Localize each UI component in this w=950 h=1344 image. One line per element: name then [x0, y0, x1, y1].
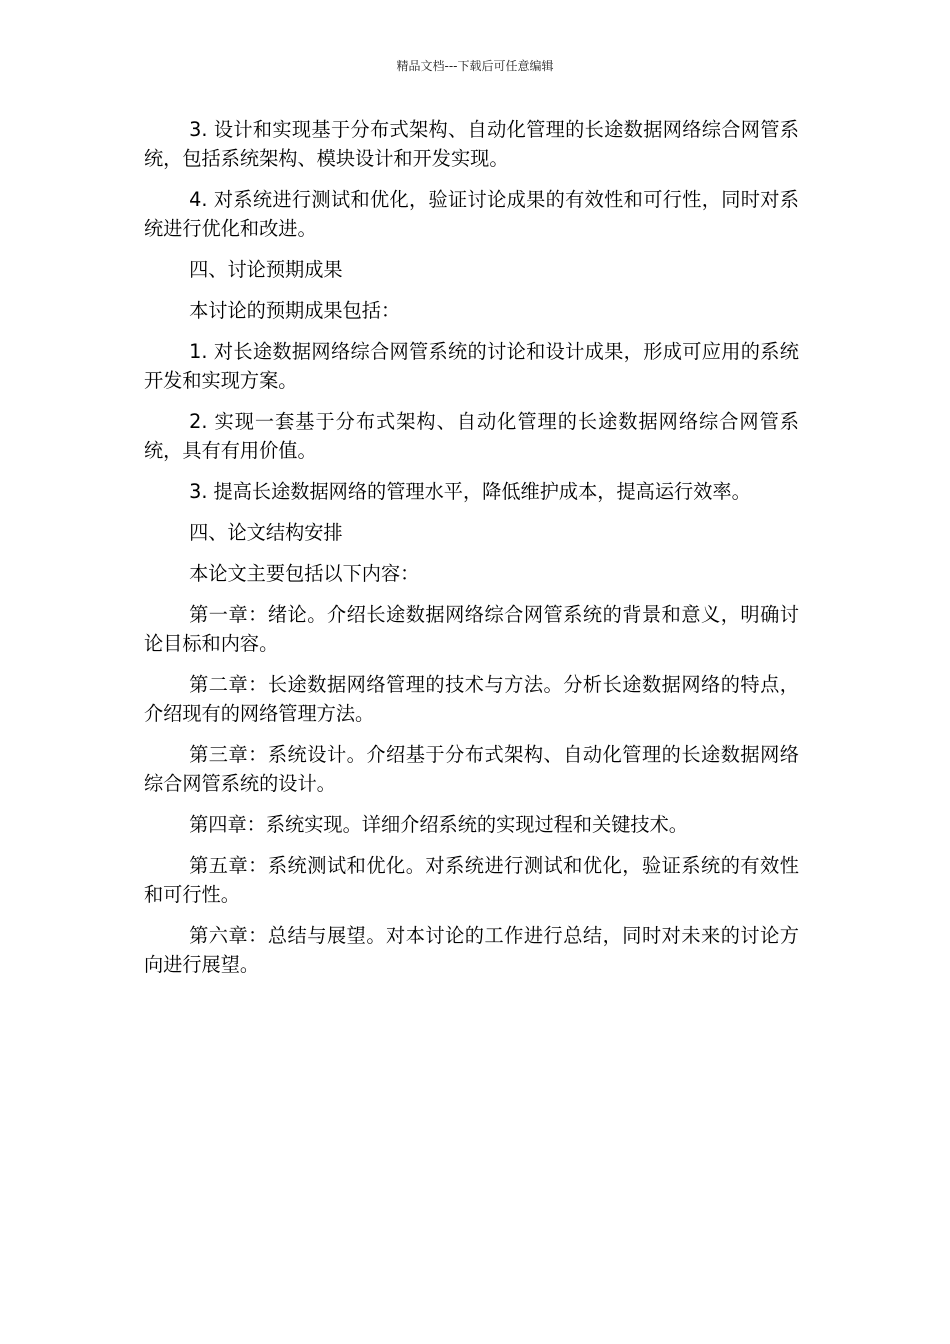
page-header: 精品文档---下载后可任意编辑: [396, 59, 554, 73]
paragraph-chapter-4: 第四章：系统实现。详细介绍系统的实现过程和关键技术。: [189, 813, 688, 836]
paragraph-chapter-1: 第一章：绪论。介绍长途数据网络综合网管系统的背景和意义，明确讨论目标和内容。: [144, 603, 799, 655]
document-body: [144, 115, 799, 991]
paragraph-result-1: 1. 对长途数据网络综合网管系统的讨论和设计成果，形成可应用的系统开发和实现方案。: [144, 340, 799, 392]
paragraph-chapter-5: 第五章：系统测试和优化。对系统进行测试和优化，验证系统的有效性和可行性。: [144, 854, 799, 906]
paragraph-results-intro: 本讨论的预期成果包括：: [189, 299, 401, 322]
paragraph-result-3: 3. 提高长途数据网络的管理水平，降低维护成本，提高运行效率。: [189, 480, 751, 503]
section-heading-expected-results: 四、讨论预期成果: [189, 258, 343, 281]
paragraph-item-4: 4. 对系统进行测试和优化，验证讨论成果的有效性和可行性，同时对系统进行优化和改进。: [144, 188, 799, 240]
paragraph-chapter-3: 第三章：系统设计。介绍基于分布式架构、自动化管理的长途数据网络综合网管系统的设计。: [144, 743, 799, 795]
paragraph-chapter-6: 第六章：总结与展望。对本讨论的工作进行总结，同时对未来的讨论方向进行展望。: [144, 924, 799, 976]
paragraph-item-3: 3. 设计和实现基于分布式架构、自动化管理的长途数据网络综合网管系统，包括系统架构、模块设计和开发实现。: [144, 118, 799, 170]
paragraph-structure-intro: 本论文主要包括以下内容：: [189, 562, 420, 585]
paragraph-result-2: 2. 实现一套基于分布式架构、自动化管理的长途数据网络综合网管系统，具有有用价值。: [144, 410, 799, 462]
section-heading-thesis-structure: 四、论文结构安排: [189, 521, 343, 544]
paragraph-chapter-2: 第二章：长途数据网络管理的技术与方法。分析长途数据网络的特点，介绍现有的网络管理方法。: [144, 673, 799, 725]
